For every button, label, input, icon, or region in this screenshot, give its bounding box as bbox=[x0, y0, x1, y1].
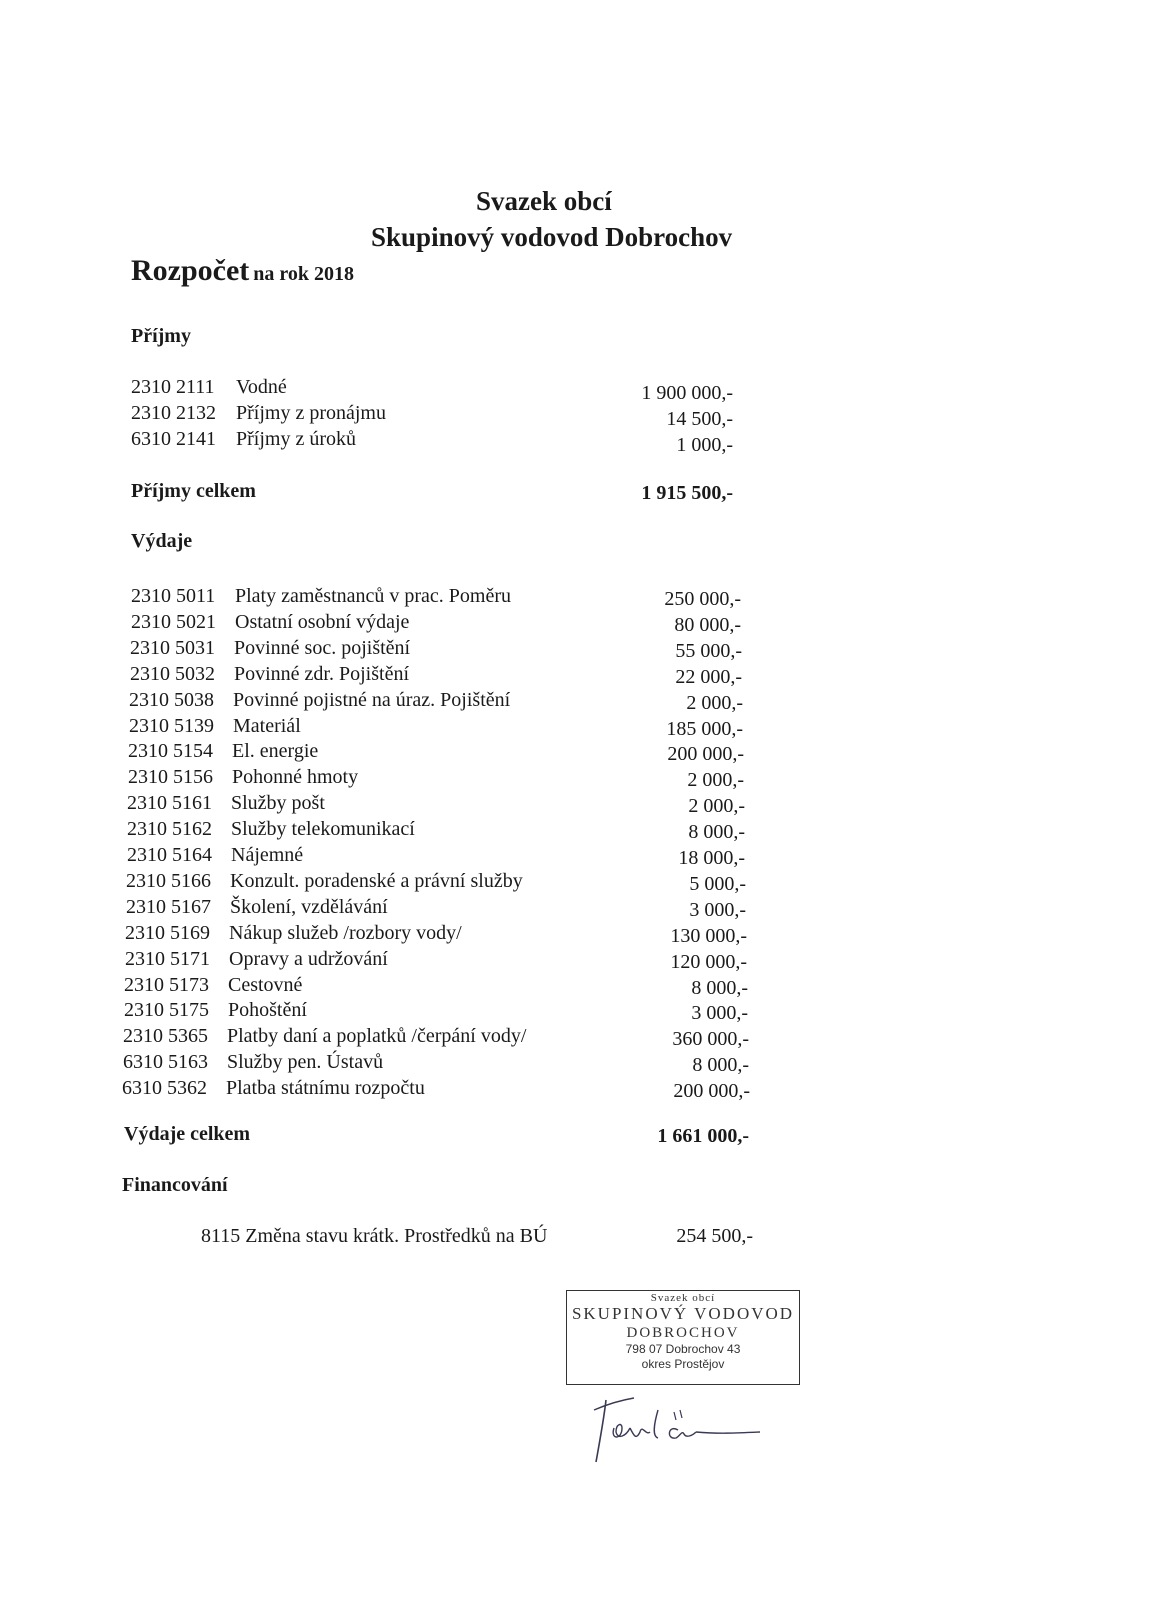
expense-label: Služby pen. Ústavů bbox=[227, 1051, 384, 1073]
expense-label: Nájemné bbox=[231, 844, 304, 866]
expense-label: Povinné pojistné na úraz. Pojištění bbox=[233, 689, 511, 711]
expense-code: 6310 5362 bbox=[122, 1077, 207, 1099]
expense-code: 2310 5154 bbox=[128, 740, 213, 762]
expense-label: Pohoštění bbox=[228, 999, 307, 1021]
expense-row bbox=[122, 1075, 682, 1101]
income-code: 2310 2132 bbox=[131, 402, 216, 424]
expense-label: Konzult. poradenské a právní služby bbox=[230, 870, 523, 892]
expense-row bbox=[129, 687, 689, 713]
expense-amount: 55 000,- bbox=[675, 640, 742, 662]
expense-row bbox=[130, 635, 690, 661]
income-heading: Příjmy bbox=[131, 325, 191, 347]
financing-heading: Financování bbox=[122, 1174, 228, 1196]
income-total-label: Příjmy celkem bbox=[131, 480, 256, 502]
expense-label: El. energie bbox=[232, 740, 319, 762]
expense-amount: 5 000,- bbox=[689, 873, 746, 895]
expense-label: Služby telekomunikací bbox=[231, 818, 415, 840]
expense-label: Nákup služeb /rozbory vody/ bbox=[229, 922, 462, 944]
expense-amount: 8 000,- bbox=[692, 1054, 749, 1076]
expense-code: 2310 5011 bbox=[131, 585, 216, 607]
organization-name: Svazek obcí bbox=[476, 186, 612, 216]
expense-row bbox=[125, 920, 685, 946]
stamp-line-2: SKUPINOVÝ VODOVOD bbox=[571, 1304, 795, 1323]
expense-code: 2310 5166 bbox=[126, 870, 211, 892]
expense-amount: 120 000,- bbox=[670, 951, 747, 973]
income-label: Vodné bbox=[236, 376, 287, 398]
expense-row bbox=[130, 661, 690, 687]
financing-row: 8115 Změna stavu krátk. Prostředků na BÚ bbox=[201, 1225, 548, 1247]
income-row bbox=[131, 400, 751, 426]
expense-code: 2310 5031 bbox=[130, 637, 215, 659]
expense-code: 2310 5139 bbox=[129, 715, 214, 737]
expense-amount: 250 000,- bbox=[664, 588, 741, 610]
budget-title-word: Rozpočet bbox=[131, 254, 250, 287]
expense-amount: 18 000,- bbox=[678, 847, 745, 869]
expense-amount: 360 000,- bbox=[672, 1028, 749, 1050]
expense-label: Služby pošt bbox=[231, 792, 325, 814]
income-total-amount: 1 915 500,- bbox=[641, 482, 733, 504]
expense-code: 2310 5021 bbox=[131, 611, 216, 633]
expense-code: 2310 5038 bbox=[129, 689, 214, 711]
official-stamp bbox=[566, 1290, 800, 1385]
expense-code: 2310 5032 bbox=[130, 663, 215, 685]
expense-code: 2310 5164 bbox=[127, 844, 212, 866]
stamp-line-5: okres Prostějov bbox=[641, 1357, 725, 1371]
expense-amount: 22 000,- bbox=[675, 666, 742, 688]
expense-amount: 2 000,- bbox=[688, 795, 745, 817]
expense-row bbox=[129, 713, 689, 739]
expense-amount: 2 000,- bbox=[686, 692, 743, 714]
expense-amount: 130 000,- bbox=[670, 925, 747, 947]
budget-title-year: na rok 2018 bbox=[253, 263, 355, 285]
expenses-heading: Výdaje bbox=[131, 530, 193, 552]
expense-amount: 3 000,- bbox=[689, 899, 746, 921]
expense-label: Materiál bbox=[233, 715, 301, 737]
expense-label: Pohonné hmoty bbox=[232, 766, 359, 788]
expense-code: 2310 5365 bbox=[123, 1025, 208, 1047]
expense-amount: 185 000,- bbox=[666, 718, 743, 740]
expense-row bbox=[123, 1023, 683, 1049]
expense-label: Opravy a udržování bbox=[229, 948, 388, 970]
stamp-line-3: DOBROCHOV bbox=[626, 1325, 740, 1341]
expense-code: 2310 5156 bbox=[128, 766, 213, 788]
income-row bbox=[131, 426, 751, 452]
expense-code: 2310 5169 bbox=[125, 922, 210, 944]
expense-row bbox=[127, 790, 687, 816]
income-amount: 1 900 000,- bbox=[641, 382, 733, 404]
expense-label: Ostatní osobní výdaje bbox=[235, 611, 410, 633]
expense-code: 2310 5161 bbox=[127, 792, 212, 814]
expense-amount: 80 000,- bbox=[674, 614, 741, 636]
expense-code: 2310 5162 bbox=[127, 818, 212, 840]
expense-label: Platba státnímu rozpočtu bbox=[226, 1077, 425, 1099]
expense-row bbox=[125, 946, 685, 972]
expense-row bbox=[124, 972, 684, 998]
expense-amount: 200 000,- bbox=[667, 743, 744, 765]
expense-label: Platby daní a poplatků /čerpání vody/ bbox=[227, 1025, 527, 1047]
expense-row bbox=[128, 738, 688, 764]
expense-code: 6310 5163 bbox=[123, 1051, 208, 1073]
expense-row bbox=[131, 583, 691, 609]
expense-amount: 3 000,- bbox=[691, 1002, 748, 1024]
financing-amount: 254 500,- bbox=[676, 1225, 753, 1247]
stamp-line-4: 798 07 Dobrochov 43 bbox=[625, 1342, 741, 1356]
expense-code: 2310 5167 bbox=[126, 896, 211, 918]
income-label: Příjmy z úroků bbox=[236, 428, 356, 450]
expense-row bbox=[126, 894, 686, 920]
expense-row bbox=[128, 764, 688, 790]
expense-code: 2310 5171 bbox=[125, 948, 210, 970]
stamp-line-1: Svazek obcí bbox=[650, 1292, 716, 1304]
expenses-total-label: Výdaje celkem bbox=[124, 1123, 251, 1145]
expense-amount: 8 000,- bbox=[691, 977, 748, 999]
expense-amount: 8 000,- bbox=[688, 821, 745, 843]
expense-row bbox=[124, 997, 684, 1023]
expenses-total-amount: 1 661 000,- bbox=[657, 1125, 749, 1147]
expense-amount: 200 000,- bbox=[673, 1080, 750, 1102]
expense-row bbox=[126, 868, 686, 894]
income-amount: 14 500,- bbox=[666, 408, 733, 430]
expense-label: Cestovné bbox=[228, 974, 303, 996]
income-amount: 1 000,- bbox=[676, 434, 733, 456]
organization-subtitle: Skupinový vodovod Dobrochov bbox=[371, 222, 733, 252]
expense-code: 2310 5173 bbox=[124, 974, 209, 996]
income-label: Příjmy z pronájmu bbox=[236, 402, 386, 424]
income-code: 2310 2111 bbox=[131, 376, 215, 398]
expense-label: Povinné zdr. Pojištění bbox=[234, 663, 409, 685]
expense-row bbox=[131, 609, 691, 635]
expense-row bbox=[127, 816, 687, 842]
expense-label: Povinné soc. pojištění bbox=[234, 637, 411, 659]
expense-label: Platy zaměstnanců v prac. Poměru bbox=[235, 585, 512, 607]
expense-row bbox=[123, 1049, 683, 1075]
budget-title bbox=[131, 254, 354, 288]
expense-code: 2310 5175 bbox=[124, 999, 209, 1021]
expense-row bbox=[127, 842, 687, 868]
expense-label: Školení, vzdělávání bbox=[230, 896, 388, 918]
income-code: 6310 2141 bbox=[131, 428, 216, 450]
expense-amount: 2 000,- bbox=[687, 769, 744, 791]
handwritten-signature bbox=[588, 1388, 768, 1468]
